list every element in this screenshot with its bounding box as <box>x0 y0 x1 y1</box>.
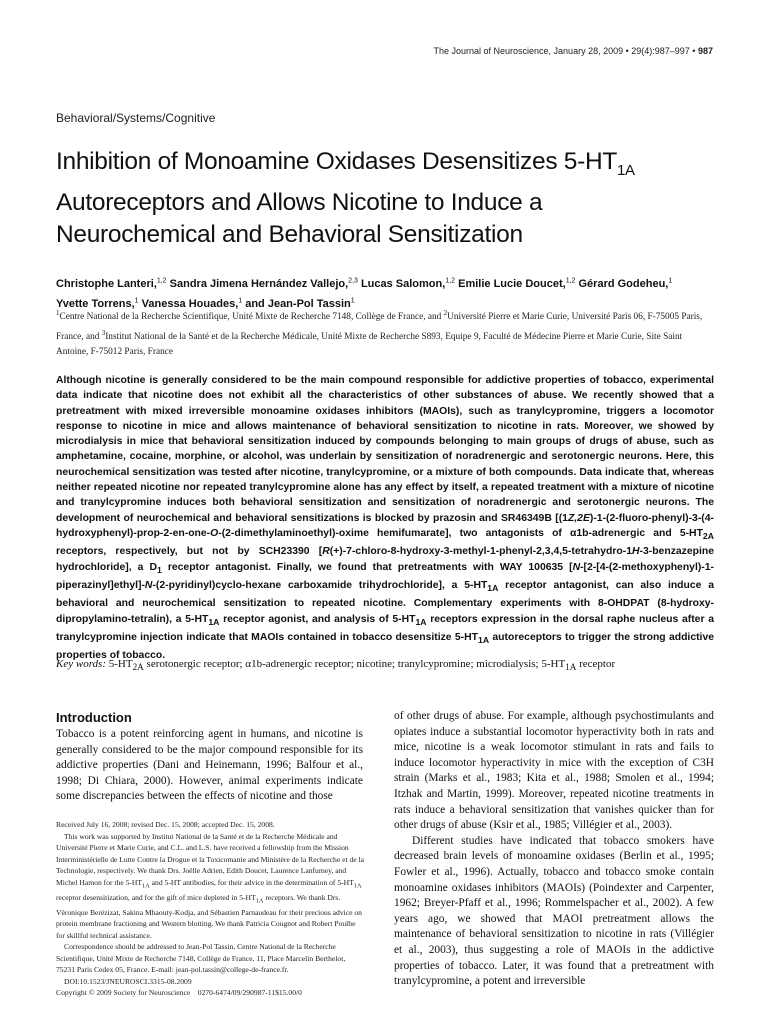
introduction-heading: Introduction <box>56 710 132 725</box>
journal-citation: The Journal of Neuroscience, January 28, 2009 • 29(4):987–997 • <box>433 46 696 56</box>
author: Lucas Salomon,$^{1,2}$ <box>360 277 456 290</box>
title-line-1: Inhibition of Monoamine Oxidases Desensitizes $5-HT_{1A}$ <box>56 148 635 179</box>
abstract: Although nicotine is generally considered to be the main compound responsible for addictive properties of tobacco, experimental data indicate that nicotine does not exhibit all the characteristics of other substances of abuse. We recently showed that a pretreatment with mixed irreversible monoamine oxidases inhibitors (MAOIs), such as tranylcypromine, triggers a locomotor response to nicotine in mice and allows maintenance of behavioral sensitization to nicotine in rats. Moreover, we showed by microdialysis in mice that behavioral sensitization induced by compounds belonging to main groups of drugs of abuse, such as amphetamine, cocaine, morphine, or alcohol, was underlain by sensitization of noradrenergic and serotonergic neurons. Here, this neurochemical sensitization was tested after nicotine, tranylcypromine, or a mixture of both compounds. Data indicate that, whereas neither repeated nicotine nor repeated tranylcypromine alone has any effect by itself, a repeated treatment with a mixture of nicotine and tranylcypromine induces both behavioral sensitization and sensitization of noradrenergic and serotonergic neurons. The development of neurochemical and behavioral sensitizations is blocked by prazosin and SR46349B [(1Z,2E)-1-(2-fluoro-phenyl)-3-(4-hydroxyphenyl)-prop-2-en-one-O-(2-dimethylaminoethyl)-oxime hemifumarate], two antagonists of α1b-adrenergic and $5-HT_{2A}$ receptors, respectively, but not by SCH23390 [R(+)-7-chloro-8-hydroxy-3-methyl-1-phenyl-2,3,4,5-tetrahydro-1H-3-benzazepine hydrochloride], a $D_1$ receptor antagonist. Finally, we found that pretreatments with WAY 100635 [N-[2-[4-(2-methoxyphenyl)-1-piperazinyl]ethyl]-N-(2-pyridinyl)cyclo-hexane carboxamide trihydrochloride], a $5-HT_{1A}$ receptor antagonist, can also induce a behavioral and neurochemical sensitization to repeated nicotine. Complementary experiments with 8-OHDPAT (8-hydroxy-dipropylamino-tetralin), a $5-HT_{1A}$ receptor agonist, and analysis of $5-HT_{1A}$ receptors expression in the dorsal raphe nucleus after a tranylcypromine injection indicate that MAOIs contained in tobacco desensitize $5-HT_{1A}$ autoreceptors to trigger the strong addictive properties of tobacco. <box>56 375 715 662</box>
received-dates: Received July 16, 2008; revised Dec. 15, 2008; accepted Dec. 15, 2008. <box>56 820 275 829</box>
author: Emilie Lucie Doucet,$^{1,2}$ <box>458 277 576 290</box>
introduction-right-column <box>394 709 714 990</box>
affiliations: $^1$Centre National de la Recherche Scientifique, Unité Mixte de Recherche 7148, Collège de France, and $^2$Université Pierre et Marie Curie, Université Paris 06, F-75005 Paris, France, and $^3$Institut National de la Santé et de la Recherche Médicale, Unité Mixte de Recherche S893, Equipe 9, Faculté de Médecine Pierre et Marie Curie, Site Saint Antoine, F-75012 Paris, France <box>56 309 703 358</box>
author: Christophe Lanteri,$^{1,2}$ <box>56 277 167 290</box>
author: Yvette Torrens,$^1$ <box>56 297 139 311</box>
title-subscript: 1A <box>617 161 635 179</box>
copyright: Copyright © 2009 Society for Neuroscience 0270-6474/09/290987-11$15.00/0 <box>56 988 302 998</box>
correspondence: Correspondence should be addressed to Jean-Pol Tassin, Centre National de la Recherche Scientifique, Unité Mixte de Recherche 7148, Collège de France, 11, Place Marcelin Berthelot, 75231 Paris Cedex 05, France. E-mail: jean-pol.tassin@college-de-france.fr. <box>56 942 346 975</box>
page-number: 987 <box>697 46 713 56</box>
title-line-2: Autoreceptors and Allows Nicotine to Induce a <box>56 188 543 216</box>
author: Gérard Godeheu,$^1$ <box>578 277 673 290</box>
title-line-3: Neurochemical and Behavioral Sensitization <box>56 220 523 248</box>
acknowledgments: This work was supported by Institut National de la Santé et de la Recherche Médicale and Université Pierre et Marie Curie, and C.L. and L.S. have received a fellowship from the Mission Interministérielle de Lutte Contre la Drogue et la Toxicomanie and Ministère de la Recherche et de la Technologie, respectively. We thank Drs. Joëlle Adrien, Edith Doucet, Laurence Lanfumey, and Michel Hamon for the $5-HT_{1A}$ and 5-HT antibodies, for their advice in the determination of $5-HT_{1A}$ receptor desensitization, and for the gift of mice depleted in $5-HT_{1A}$ receptors. We thank Drs. Véronique Berézizat, Sakina Mhaouty-Kodja, and Sébastien Parnaudeau for their precious advice on protein membrane fractioning and Western blotting. We thank Patricia Cougnot and Robert Poulhe for skillful technical assistance. <box>56 831 365 940</box>
paragraph: Different studies have indicated that tobacco smokers have decreased brain levels of monoamine oxidases (Berlin et al., 1995; Fowler et al., 1996). Actually, tobacco and tobacco smoke contain monoamine oxidases inhibitors (MAOIs) (Poindexter and Carpenter, 1962; Breyer-Pfaff et al., 1996; Rommelspacher et al., 2002). A few years ago, we showed that MAOI pretreatment allows the maintenance of behavioral sensitization to nicotine in rats (Villégier et al., 2003), thus suggesting a role of MAOIs in the addictive properties of tobacco. Later, it was found that a pretreatment with tranylcypromine, a potent and irreversible <box>394 834 714 988</box>
paragraph: of other drugs of abuse. For example, although psychostimulants and opiates induce a substantial locomotor hyperactivity both in rats and mice, nicotine is a weak locomotor stimulant in rats and fails to induce locomotor hyperactivity in mice with the exception of C3H strain (Marks et al., 1983; Kita et al., 1988; Smolen et al., 1994; Itzhak and Martin, 1999). Moreover, repeated nicotine treatments in rats induce a behavioral sensitization that vanishes quicker than for other drugs of abuse (Ksir et al., 1985; Villégier et al., 2003). <box>394 710 714 832</box>
footnotes <box>56 819 366 999</box>
doi: DOI:10.1523/JNEUROSCI.3315-08.2009 <box>64 976 192 986</box>
author: and Jean-Pol Tassin$^1$ <box>245 297 355 311</box>
section-label: Behavioral/Systems/Cognitive <box>56 111 216 125</box>
introduction-left-column: Tobacco is a potent reinforcing agent in humans, and nicotine is generally considered to be the major compound responsible for its addictive properties (Dani and Heinemann, 1996; Balfour et al., 1998; Di Chiara, 2000). However, animal experiments indicate some discrepancies between the effects of nicotine and those <box>56 728 363 802</box>
keywords: Key words: $5-HT_{2A}$ serotonergic receptor; α1b-adrenergic receptor; nicotine; tranylcypromine; microdialysis; $5-HT_{1A}$ receptor <box>56 658 616 673</box>
running-header <box>433 46 713 56</box>
author: Sandra Jimena Hernández Vallejo,$^{2,3}$ <box>169 277 358 290</box>
author: Vanessa Houades,$^1$ <box>141 297 243 311</box>
keywords-label: Key words: <box>56 658 107 670</box>
article-title <box>56 146 716 251</box>
